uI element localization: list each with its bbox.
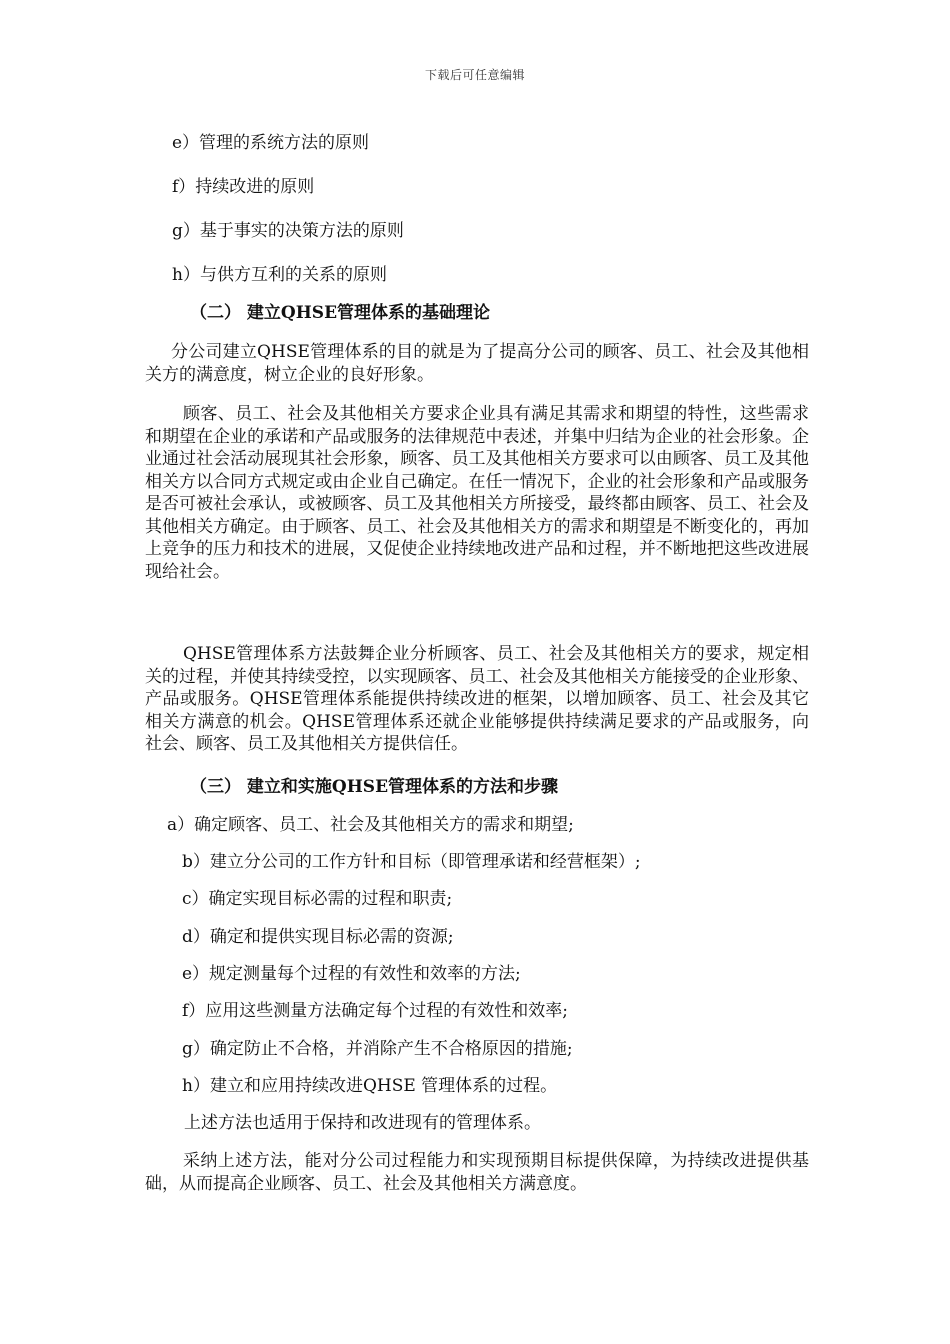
note-text: 上述方法也适用于保持和改进现有的管理体系。	[184, 1113, 541, 1133]
list-item: g）确定防止不合格，并消除产生不合格原因的措施;	[182, 1039, 573, 1059]
list-item: e）管理的系统方法的原则	[172, 133, 370, 153]
list-item: d）确定和提供实现目标必需的资源;	[182, 927, 454, 947]
list-item: f）应用这些测量方法确定每个过程的有效性和效率;	[182, 1001, 569, 1021]
paragraph: 分公司建立QHSE管理体系的目的就是为了提高分公司的顾客、员工、社会及其他相关方的满意度，树立企业的良好形象。	[145, 342, 809, 385]
list-item: b）建立分公司的工作方针和目标（即管理承诺和经营框架）;	[182, 852, 641, 872]
list-item: h）建立和应用持续改进QHSE 管理体系的过程。	[182, 1076, 558, 1096]
list-item: a）确定顾客、员工、社会及其他相关方的需求和期望;	[167, 815, 574, 835]
list-item: h）与供方互利的关系的原则	[172, 265, 387, 285]
list-item: f）持续改进的原则	[172, 177, 315, 197]
page-header: 下载后可任意编辑	[424, 68, 525, 82]
paragraph: QHSE管理体系方法鼓舞企业分析顾客、员工、社会及其他相关方的要求，规定相关的过程，并使其持续受控，以实现顾客、员工、社会及其他相关方能接受的企业形象、产品或服务。QHSE管理体系能提供持续改进的框架，以增加顾客、员工、社会及其它相关方满意的机会。QHSE管理体系还就企业能够提供持续满足要求的产品或服务，向社会、顾客、员工及其他相关方提供信任。	[145, 644, 809, 754]
list-item: c）确定实现目标必需的过程和职责;	[182, 889, 453, 909]
paragraph: 采纳上述方法，能对分公司过程能力和实现预期目标提供保障，为持续改进提供基础，从而提高企业顾客、员工、社会及其他相关方满意度。	[145, 1151, 809, 1194]
list-item: e）规定测量每个过程的有效性和效率的方法;	[182, 964, 521, 984]
section-heading: （二） 建立QHSE管理体系的基础理论	[190, 303, 491, 323]
paragraph: 顾客、员工、社会及其他相关方要求企业具有满足其需求和期望的特性，这些需求和期望在企业的承诺和产品或服务的法律规范中表述，并集中归结为企业的社会形象。企业通过社会活动展现其社会形象，顾客、员工及其他相关方要求可以由顾客、员工及其他相关方以合同方式规定或由企业自己确定。在任一情况下，企业的社会形象和产品或服务是否可被社会承认，或被顾客、员工及其他相关方所接受，最终都由顾客、员工、社会及其他相关方确定。由于顾客、员工、社会及其他相关方的需求和期望是不断变化的，再加上竞争的压力和技术的进展，又促使企业持续地改进产品和过程，并不断地把这些改进展现给社会。	[145, 404, 809, 582]
list-item: g）基于事实的决策方法的原则	[172, 221, 404, 241]
section-heading: （三） 建立和实施QHSE管理体系的方法和步骤	[190, 777, 559, 797]
